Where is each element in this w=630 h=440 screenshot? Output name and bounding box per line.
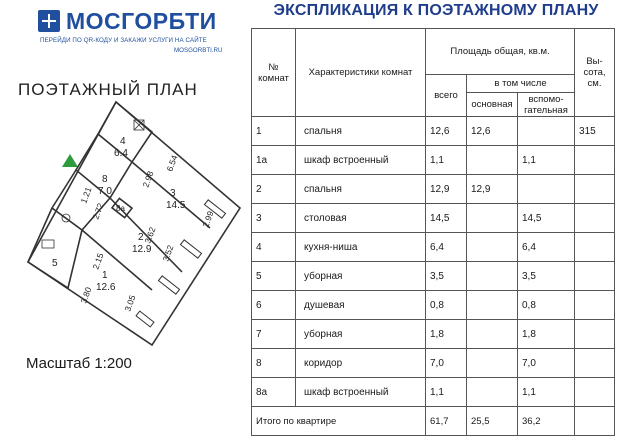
cell-height	[575, 291, 615, 320]
cell-aux: 1,1	[518, 378, 575, 407]
room-8a-number: 8а	[116, 204, 125, 213]
room-2-area: 12.9	[132, 244, 152, 255]
cell-main: 12,6	[467, 117, 518, 146]
cell-aux: 1,8	[518, 320, 575, 349]
explication-title: ЭКСПЛИКАЦИЯ К ПОЭТАЖНОМУ ПЛАНУ	[273, 2, 599, 19]
cell-aux: 3,5	[518, 262, 575, 291]
brand-tagline: ПЕРЕЙДИ ПО QR-КОДУ И ЗАКАЖИ УСЛУГИ НА САЙТЕ	[40, 37, 207, 44]
cell-name: столовая	[296, 204, 426, 233]
cell-height	[575, 204, 615, 233]
total-label: Итого по квартире	[252, 407, 426, 436]
plan-title: ПОЭТАЖНЫЙ ПЛАН	[18, 80, 198, 99]
table-row	[252, 175, 615, 204]
room-5-number: 5	[52, 258, 58, 269]
cell-name: шкаф встроенный	[296, 378, 426, 407]
brand-site-link[interactable]: MOSGORBTI.RU	[174, 47, 223, 54]
cell-num: 8	[252, 349, 296, 378]
cell-aux: 1,1	[518, 146, 575, 175]
cell-name: шкаф встроенный	[296, 146, 426, 175]
room-3-area: 14.5	[166, 200, 186, 211]
cell-main	[467, 146, 518, 175]
sink-icon	[42, 240, 54, 248]
cell-name: уборная	[296, 262, 426, 291]
total-main: 25,5	[467, 407, 518, 436]
brand-header	[38, 6, 233, 58]
table-row	[252, 378, 615, 407]
brand-name: МОСГОРБТИ	[66, 8, 217, 34]
cell-name: душевая	[296, 291, 426, 320]
cell-height: 315	[575, 117, 615, 146]
cell-height	[575, 233, 615, 262]
header-area: Площадь общая, кв.м.	[426, 29, 575, 75]
cell-main: 12,9	[467, 175, 518, 204]
cell-num: 1а	[252, 146, 296, 175]
room-4-number: 4	[120, 136, 126, 147]
header-total: всего	[426, 75, 467, 117]
cell-aux	[518, 175, 575, 204]
room-3-number: 3	[170, 188, 176, 199]
cell-name: уборная	[296, 320, 426, 349]
cell-height	[575, 262, 615, 291]
table-row	[252, 262, 615, 291]
cell-num: 1	[252, 117, 296, 146]
cell-aux: 7,0	[518, 349, 575, 378]
cell-main	[467, 378, 518, 407]
cell-total: 3,5	[426, 262, 467, 291]
scale-label: Масштаб 1:200	[26, 355, 132, 372]
table-row	[252, 233, 615, 262]
total-aux: 36,2	[518, 407, 575, 436]
cell-num: 8а	[252, 378, 296, 407]
explication-table	[251, 28, 615, 436]
table-row	[252, 320, 615, 349]
total-row	[252, 407, 615, 436]
cell-height	[575, 175, 615, 204]
dim-121: 1.21	[78, 185, 94, 205]
window-2	[180, 240, 201, 258]
cell-total: 6,4	[426, 233, 467, 262]
table-row	[252, 291, 615, 320]
cell-num: 7	[252, 320, 296, 349]
cell-name: кухня-ниша	[296, 233, 426, 262]
brand-logo-icon	[38, 10, 60, 32]
cell-aux: 6,4	[518, 233, 575, 262]
cell-total: 1,8	[426, 320, 467, 349]
cell-aux: 14,5	[518, 204, 575, 233]
total-total: 61,7	[426, 407, 467, 436]
header-main: основная	[467, 93, 518, 117]
cell-main	[467, 233, 518, 262]
room-1-number: 1	[102, 270, 108, 281]
dim-380: 3.80	[78, 285, 94, 305]
cell-height	[575, 146, 615, 175]
cell-main	[467, 349, 518, 378]
cell-height	[575, 320, 615, 349]
window-4	[136, 311, 154, 327]
cell-name: спальня	[296, 175, 426, 204]
dim-298: 2.98	[140, 169, 156, 189]
header-num: № комнат	[252, 29, 296, 117]
dim-272: 2.72	[90, 201, 106, 221]
cell-main	[467, 262, 518, 291]
cell-total: 12,9	[426, 175, 467, 204]
cell-name: спальня	[296, 117, 426, 146]
window-3	[158, 276, 179, 294]
cell-height	[575, 349, 615, 378]
table-row	[252, 204, 615, 233]
room-8-number: 8	[102, 174, 108, 185]
total-height	[575, 407, 615, 436]
cell-total: 0,8	[426, 291, 467, 320]
cell-total: 1,1	[426, 146, 467, 175]
room-8-area: 7.0	[98, 186, 112, 197]
dim-362: 3.62	[142, 225, 158, 245]
cell-aux	[518, 117, 575, 146]
table-row	[252, 146, 615, 175]
table-row	[252, 117, 615, 146]
cell-main	[467, 291, 518, 320]
room-1-area: 12.6	[96, 282, 116, 293]
dim-215: 2.15	[90, 251, 106, 271]
explication-body	[252, 117, 615, 436]
dim-299: 2.99	[200, 209, 216, 229]
cell-total: 12,6	[426, 117, 467, 146]
header-incl: в том числе	[467, 75, 575, 93]
cell-height	[575, 378, 615, 407]
dim-352: 3.52	[160, 243, 176, 263]
dim-654: 6.54	[164, 153, 180, 173]
cell-num: 6	[252, 291, 296, 320]
table-row	[252, 349, 615, 378]
cell-name: коридор	[296, 349, 426, 378]
cell-total: 14,5	[426, 204, 467, 233]
cell-main	[467, 204, 518, 233]
cell-num: 2	[252, 175, 296, 204]
header-height: Вы-сота, см.	[575, 29, 615, 117]
floor-plan-drawing	[20, 100, 245, 350]
cell-main	[467, 320, 518, 349]
cell-total: 7,0	[426, 349, 467, 378]
header-aux: вспомо-гательная	[518, 93, 575, 117]
cell-num: 4	[252, 233, 296, 262]
header-chars: Характеристики комнат	[296, 29, 426, 117]
cell-num: 5	[252, 262, 296, 291]
cell-aux: 0,8	[518, 291, 575, 320]
cell-total: 1,1	[426, 378, 467, 407]
dim-305: 3.05	[122, 293, 138, 313]
room-2-number: 2	[138, 232, 144, 243]
cell-num: 3	[252, 204, 296, 233]
room-4-area: 6.4	[114, 148, 128, 159]
